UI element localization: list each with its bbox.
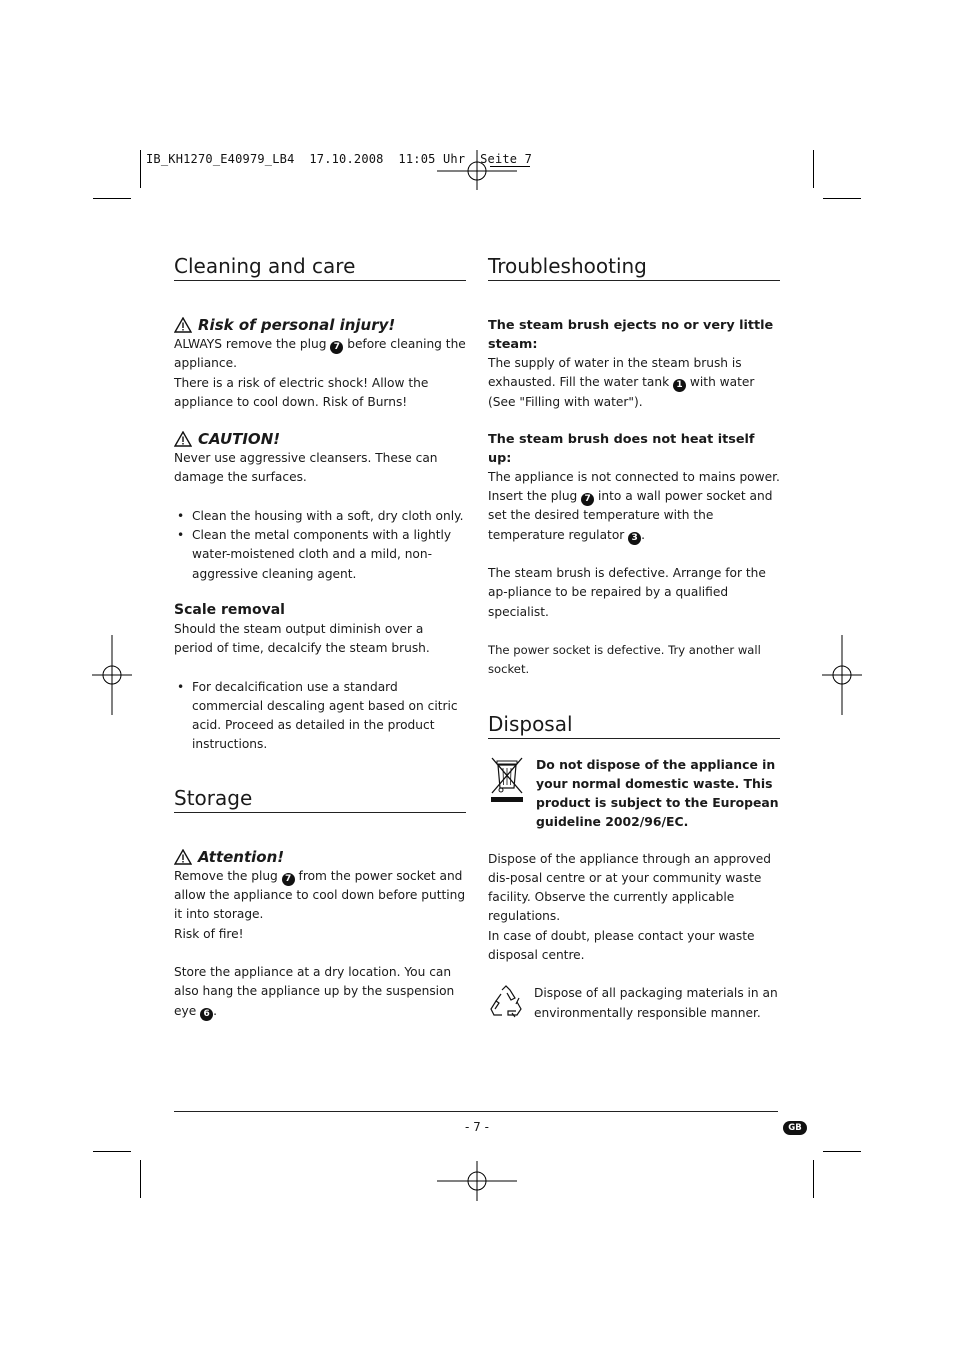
- left-column: [174, 253, 466, 1021]
- recycling-notice: [488, 984, 780, 1023]
- footer-rule: [174, 1111, 778, 1112]
- cleaning-list: [174, 507, 466, 584]
- crop-mark: [823, 1151, 861, 1152]
- page-number: - 7 -: [465, 1120, 489, 1134]
- text-span: Remove the plug: [174, 868, 282, 883]
- text-span: from the power socket and allow the appliance to cool down before putting it into storage.: [174, 868, 466, 922]
- print-slug: IB_KH1270_E40979_LB4 17.10.2008 11:05 Uhr Seite 7: [146, 152, 533, 166]
- section-title-cleaning: Cleaning and care: [174, 253, 466, 281]
- crop-mark: [823, 198, 861, 199]
- plug-number: 7: [330, 341, 343, 354]
- weee-text: Do not dispose of the appliance in your normal domestic waste. This product is subject to the European guideline 2002/96/EC.: [536, 756, 779, 829]
- recycling-text: Dispose of all packaging materials in an environmentally responsible manner.: [534, 986, 778, 1020]
- tank-number: 1: [673, 379, 686, 392]
- regulator-number: 3: [628, 532, 641, 545]
- attention-title: Attention!: [198, 847, 285, 866]
- attention-text: Risk of fire!: [174, 926, 244, 941]
- warning-triangle-icon: [174, 431, 192, 447]
- list-item: • Clean the housing with a soft, dry cloth only.: [174, 507, 466, 526]
- caution-text: Never use aggressive cleansers. These can damage the surfaces.: [174, 451, 438, 485]
- problem-text: The steam brush is defective. Arrange for the ap-pliance to be repaired by a qualified specialist.: [488, 566, 766, 619]
- scale-list: [174, 678, 466, 755]
- problem-title: The steam brush does not heat itself up:: [488, 431, 755, 466]
- warning-triangle-icon: [174, 849, 192, 865]
- text-span: Store the appliance at a dry location. You can also hang the appliance up by the suspension eye: [174, 964, 455, 1018]
- caution-heading: [174, 429, 466, 449]
- text-span: .: [213, 1003, 217, 1018]
- slug-underline: [490, 166, 530, 167]
- section-title-storage: Storage: [174, 785, 466, 813]
- warning-triangle-icon: [174, 317, 192, 333]
- text-span: into a wall power socket and set the desired temperature with the temperature regulator: [488, 489, 773, 542]
- text-span: The supply of water in the steam brush is exhausted. Fill the water tank: [488, 356, 742, 390]
- crop-mark: [93, 1151, 131, 1152]
- eye-number: 6: [200, 1008, 213, 1021]
- warning-heading: [174, 315, 466, 335]
- text-span: Insert the plug: [488, 489, 582, 504]
- country-badge: GB: [783, 1121, 807, 1135]
- text-span: before cleaning the appliance.: [174, 337, 466, 371]
- warning-title: Risk of personal injury!: [198, 316, 396, 334]
- right-column: [488, 253, 780, 1023]
- recycling-icon: [488, 984, 524, 1020]
- crop-mark: [813, 1160, 814, 1198]
- disposal-text: Dispose of the appliance through an approved dis-posal centre or at your community waste facility. Observe the currently applicable regulations.: [488, 851, 771, 924]
- problem-text: [488, 487, 780, 545]
- scale-removal-text: Should the steam output diminish over a period of time, decalcify the steam brush.: [174, 621, 430, 656]
- storage-text: [174, 963, 466, 1021]
- crossed-bin-icon: [488, 755, 526, 803]
- attention-text: [174, 867, 466, 925]
- warning-text: There is a risk of electric shock! Allow the appliance to cool down. Risk of Burns!: [174, 375, 429, 409]
- warning-text: [174, 335, 466, 374]
- weee-notice: [488, 755, 780, 831]
- crop-mark: [93, 198, 131, 199]
- section-title-disposal: Disposal: [488, 711, 780, 739]
- text-span: .: [641, 527, 646, 542]
- section-title-troubleshooting: Troubleshooting: [488, 253, 780, 281]
- list-item: • For decalcification use a standard commercial descaling agent based on citric acid. Proceed as detailed in the product instructions.: [174, 678, 466, 755]
- registration-mark-right: [822, 635, 862, 715]
- scale-removal-title: Scale removal: [174, 601, 285, 618]
- text-span: ALWAYS remove the plug: [174, 337, 331, 351]
- crop-mark: [813, 150, 814, 188]
- list-item: • Clean the metal components with a lightly water-moistened cloth and a mild, non-aggressive cleaning agent.: [174, 526, 466, 584]
- crop-mark: [140, 150, 141, 188]
- problem-text: The power socket is defective. Try another wall socket.: [488, 642, 761, 677]
- problem-text: [488, 354, 780, 412]
- problem-title: The steam brush ejects no or very little steam:: [488, 318, 774, 352]
- plug-number: 7: [581, 493, 594, 506]
- disposal-text: In case of doubt, please contact your waste disposal centre.: [488, 928, 755, 963]
- caution-title: CAUTION!: [198, 430, 281, 449]
- attention-heading: [174, 847, 466, 867]
- plug-number: 7: [282, 873, 295, 886]
- crop-mark: [140, 1160, 141, 1198]
- registration-mark-bottom: [437, 1161, 517, 1201]
- text-span: with water (See "Filling with water").: [488, 375, 755, 409]
- registration-mark-left: [92, 635, 132, 715]
- problem-text: The appliance is not connected to mains power.: [488, 469, 780, 484]
